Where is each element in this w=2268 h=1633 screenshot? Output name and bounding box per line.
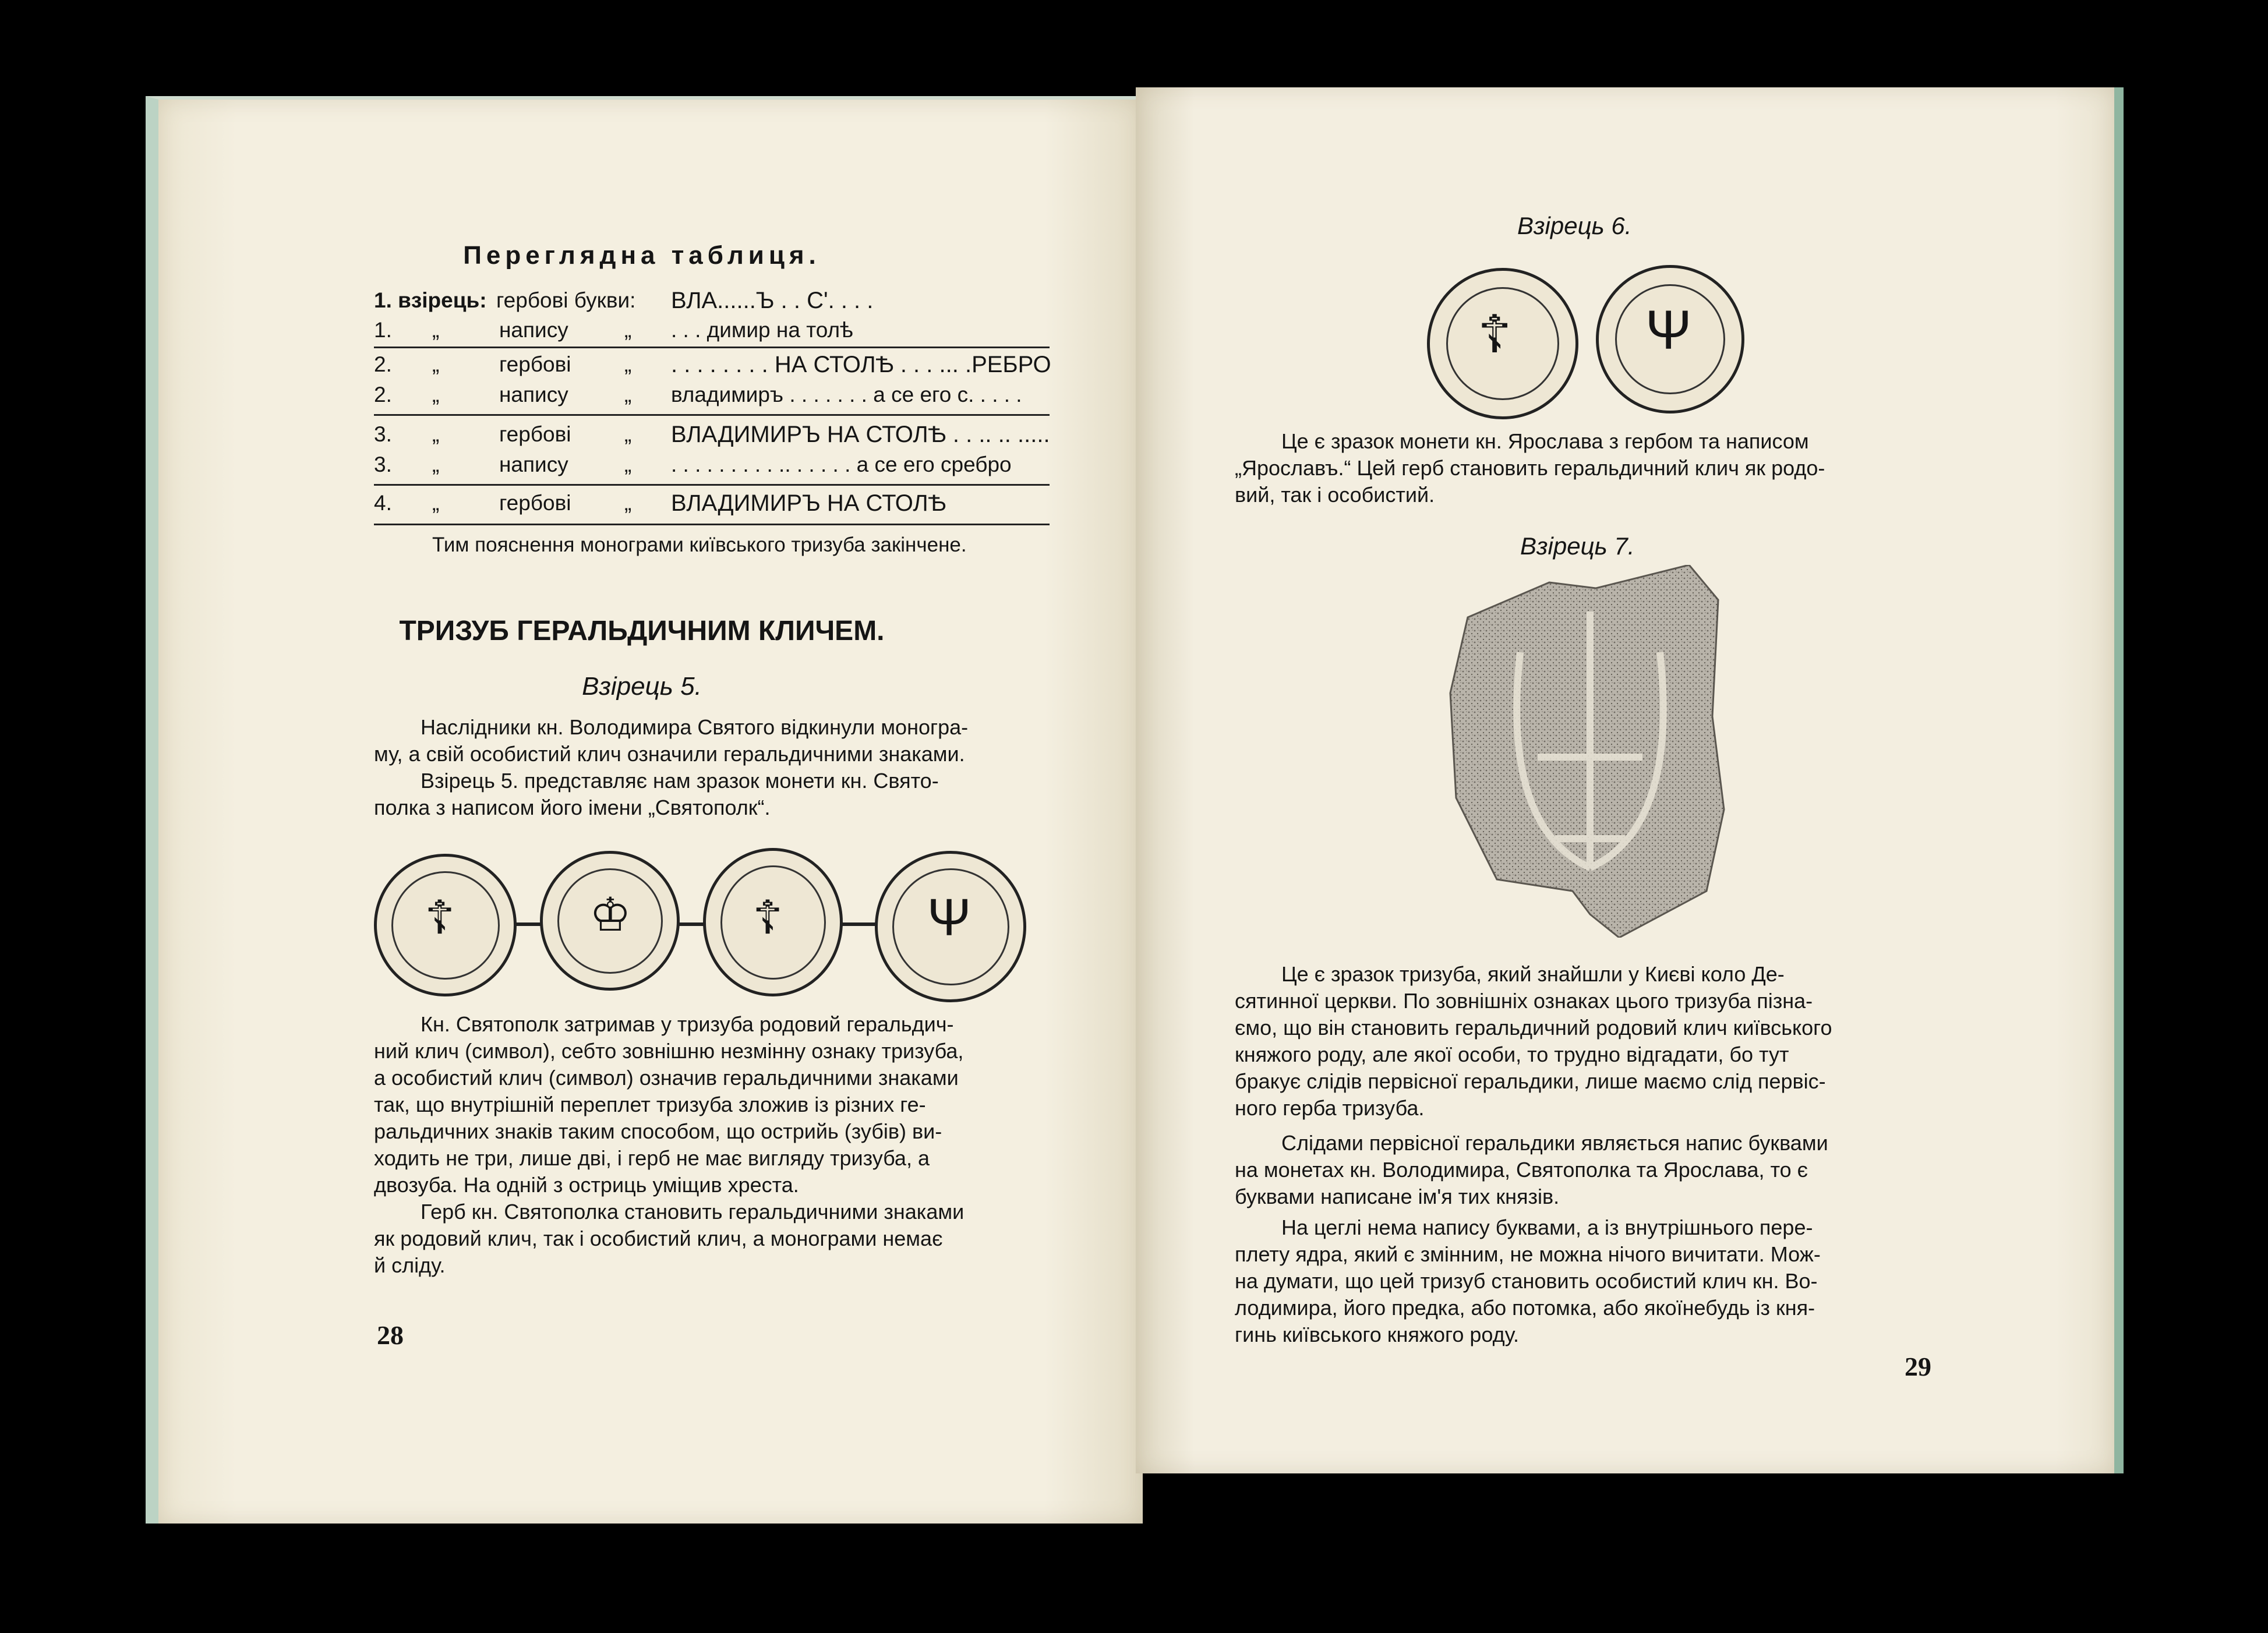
- text-line: на думати, що цей тризуб становить особистий клич кн. Во-: [1235, 1269, 1818, 1293]
- table-row-4-kind: гербові: [499, 491, 571, 515]
- text-line: бракує слідів первісної геральдики, лише маємо слід первіс-: [1235, 1069, 1826, 1093]
- intro-paragraph: [374, 714, 1050, 821]
- table-row-3a-kind: гербові: [499, 422, 571, 446]
- text-line: Герб кн. Святополка становить геральдичними знаками: [421, 1200, 965, 1224]
- table-row-3b-text: . . . . . . . . . .. . . . . . а се его сребро: [671, 453, 1012, 476]
- text-line: лодимира, його предка, або потомка, або якоїнебудь із кня-: [1235, 1296, 1815, 1320]
- text-line: як родовий клич, так і особистий клич, а монограми немає: [374, 1226, 943, 1250]
- text-line: Це є зразок тризуба, який знайшли у Києві коло Де-: [1281, 962, 1785, 986]
- table-note: Тим пояснення монограми київського тризуба закінчене.: [432, 533, 967, 556]
- table-row-1b-quote: „: [432, 318, 440, 342]
- table-row-2b-quote2: „: [624, 383, 632, 407]
- table-row-2a-quote2: „: [624, 352, 632, 376]
- table-row-3a-quote2: „: [624, 422, 632, 446]
- text-line: ний клич (символ), себто зовнішню незмінну ознаку тризуба,: [374, 1039, 964, 1063]
- table-row-1b-kind: напису: [499, 318, 568, 342]
- left-page: [146, 96, 1143, 1524]
- text-line: На цеглі нема напису буквами, а із внутрішнього пере-: [1281, 1215, 1813, 1239]
- text-line: сятинної церкви. По зовнішніх ознаках цього тризуба пізна-: [1235, 989, 1813, 1013]
- sviatopolk-paragraph: [374, 1011, 1050, 1279]
- text-line: гинь київського княжого роду.: [1235, 1323, 1520, 1346]
- text-line: Це є зразок монети кн. Ярослава з гербом та написом: [1281, 429, 1809, 453]
- coin-image: Ψ: [875, 851, 1026, 1002]
- table-row-4-num: 4.: [374, 491, 392, 515]
- text-line: Взірець 5. представляє нам зразок монети кн. Свято-: [421, 769, 939, 793]
- table-row-4-text: ВЛАДИМИРЪ НА СТОЛѢ: [671, 490, 946, 516]
- table-row-3a-quote: „: [432, 422, 440, 446]
- table-row-1b-num: 1.: [374, 318, 392, 342]
- table-rule: [374, 347, 1050, 348]
- brick-trident-image: [1444, 565, 1741, 938]
- table-row-1b-text: . . . димир на толѣ: [671, 318, 853, 342]
- table-row-1a-col2: гербові букви:: [496, 288, 636, 312]
- coin-image: ☦: [374, 854, 517, 996]
- yaroslav-paragraph: [1235, 428, 1934, 508]
- text-line: „Ярославъ.“ Цей герб становить геральдичний клич як родо-: [1235, 456, 1825, 480]
- table-row-2a-num: 2.: [374, 352, 392, 376]
- text-line: буквами написане ім'я тих князів.: [1235, 1185, 1560, 1208]
- sviatopolk-coins-figure: [374, 848, 1055, 999]
- section-heading: ТРИЗУБ ГЕРАЛЬДИЧНИМ КЛИЧЕМ.: [399, 616, 885, 646]
- table-rule: [374, 524, 1050, 525]
- text-line: й сліду.: [374, 1253, 446, 1277]
- text-line: двозуба. На одній з остриць уміщив хреста.: [374, 1173, 799, 1197]
- traces-paragraph: [1235, 1130, 1934, 1210]
- text-line: ного герба тризуба.: [1235, 1096, 1425, 1120]
- table-row-2b-quote: „: [432, 383, 440, 407]
- text-line: вий, так і особистий.: [1235, 483, 1435, 507]
- table-row-3b-quote: „: [432, 453, 440, 476]
- text-line: так, що внутрішній переплет тризуба зложив із різних ге-: [374, 1093, 926, 1116]
- coin-image: ♔: [540, 851, 680, 991]
- right-page: [1136, 87, 2124, 1473]
- text-line: Наслідники кн. Володимира Святого відкинули моногра-: [421, 715, 969, 739]
- yaroslav-coin-reverse: Ψ: [1596, 265, 1744, 413]
- coin-image: ☦: [703, 848, 843, 996]
- table-row-2a-quote: „: [432, 352, 440, 376]
- table-row-3b-kind: напису: [499, 453, 568, 476]
- text-line: му, а свій особистий клич означили геральдичними знаками.: [374, 742, 965, 766]
- text-line: княжого роду, але якої особи, то трудно відгадати, бо тут: [1235, 1042, 1789, 1066]
- table-row-4-quote: „: [432, 491, 440, 515]
- table-row-1a-col1: 1. взірець:: [374, 288, 487, 312]
- table-rule: [374, 414, 1050, 416]
- text-line: Кн. Святополк затримав у тризуба родовий геральдич-: [421, 1012, 954, 1036]
- page-number: 28: [377, 1320, 404, 1350]
- text-line: полка з написом його імени „Святополк“.: [374, 796, 771, 819]
- text-line: ральдичних знаків таким способом, що острийь (зубів) ви-: [374, 1119, 942, 1143]
- table-row-3a-num: 3.: [374, 422, 392, 446]
- closing-paragraph: [1235, 1214, 1934, 1348]
- yaroslav-coin-obverse: ☦: [1427, 268, 1578, 419]
- table-row-1b-quote2: „: [624, 318, 632, 342]
- table-row-3a-text: ВЛАДИМИРЪ НА СТОЛѢ . . .. .. .....: [671, 422, 1050, 447]
- text-line: ходить не три, лише дві, і герб не має вигляду тризуба, а: [374, 1146, 930, 1170]
- table-title: Переглядна таблиця.: [463, 241, 821, 270]
- brick-paragraph: [1235, 961, 1934, 1122]
- text-line: Слідами первісної геральдики являється напис буквами: [1281, 1131, 1828, 1155]
- table-row-2b-text: владимиръ . . . . . . . а се его с. . . . .: [671, 383, 1022, 407]
- text-line: на монетах кн. Володимира, Святополка та Ярослава, то є: [1235, 1158, 1808, 1182]
- text-line: плету ядра, який є змінним, не можна нічого вичитати. Мож-: [1235, 1242, 1821, 1266]
- page-number: 29: [1905, 1352, 1931, 1381]
- table-row-2a-kind: гербові: [499, 352, 571, 376]
- table-row-3b-quote2: „: [624, 453, 632, 476]
- sample-7-label: Взірець 7.: [1520, 532, 1635, 560]
- table-row-1a-col3: ВЛА......Ъ . . С'. . . .: [671, 288, 874, 313]
- table-row-2b-kind: напису: [499, 383, 568, 407]
- table-row-2b-num: 2.: [374, 383, 392, 407]
- sample-5-label: Взірець 5.: [582, 672, 702, 701]
- text-line: а особистий клич (символ) означив геральдичними знаками: [374, 1066, 959, 1090]
- table-row-3b-num: 3.: [374, 453, 392, 476]
- table-row-4-quote2: „: [624, 491, 632, 515]
- table-rule: [374, 484, 1050, 486]
- sample-6-label: Взірець 6.: [1517, 212, 1632, 239]
- text-line: ємо, що він становить геральдичний родовий клич київського: [1235, 1016, 1832, 1040]
- table-row-2a-text: . . . . . . . . НА СТОЛѢ . . . ... .РЕБРО: [671, 352, 1051, 377]
